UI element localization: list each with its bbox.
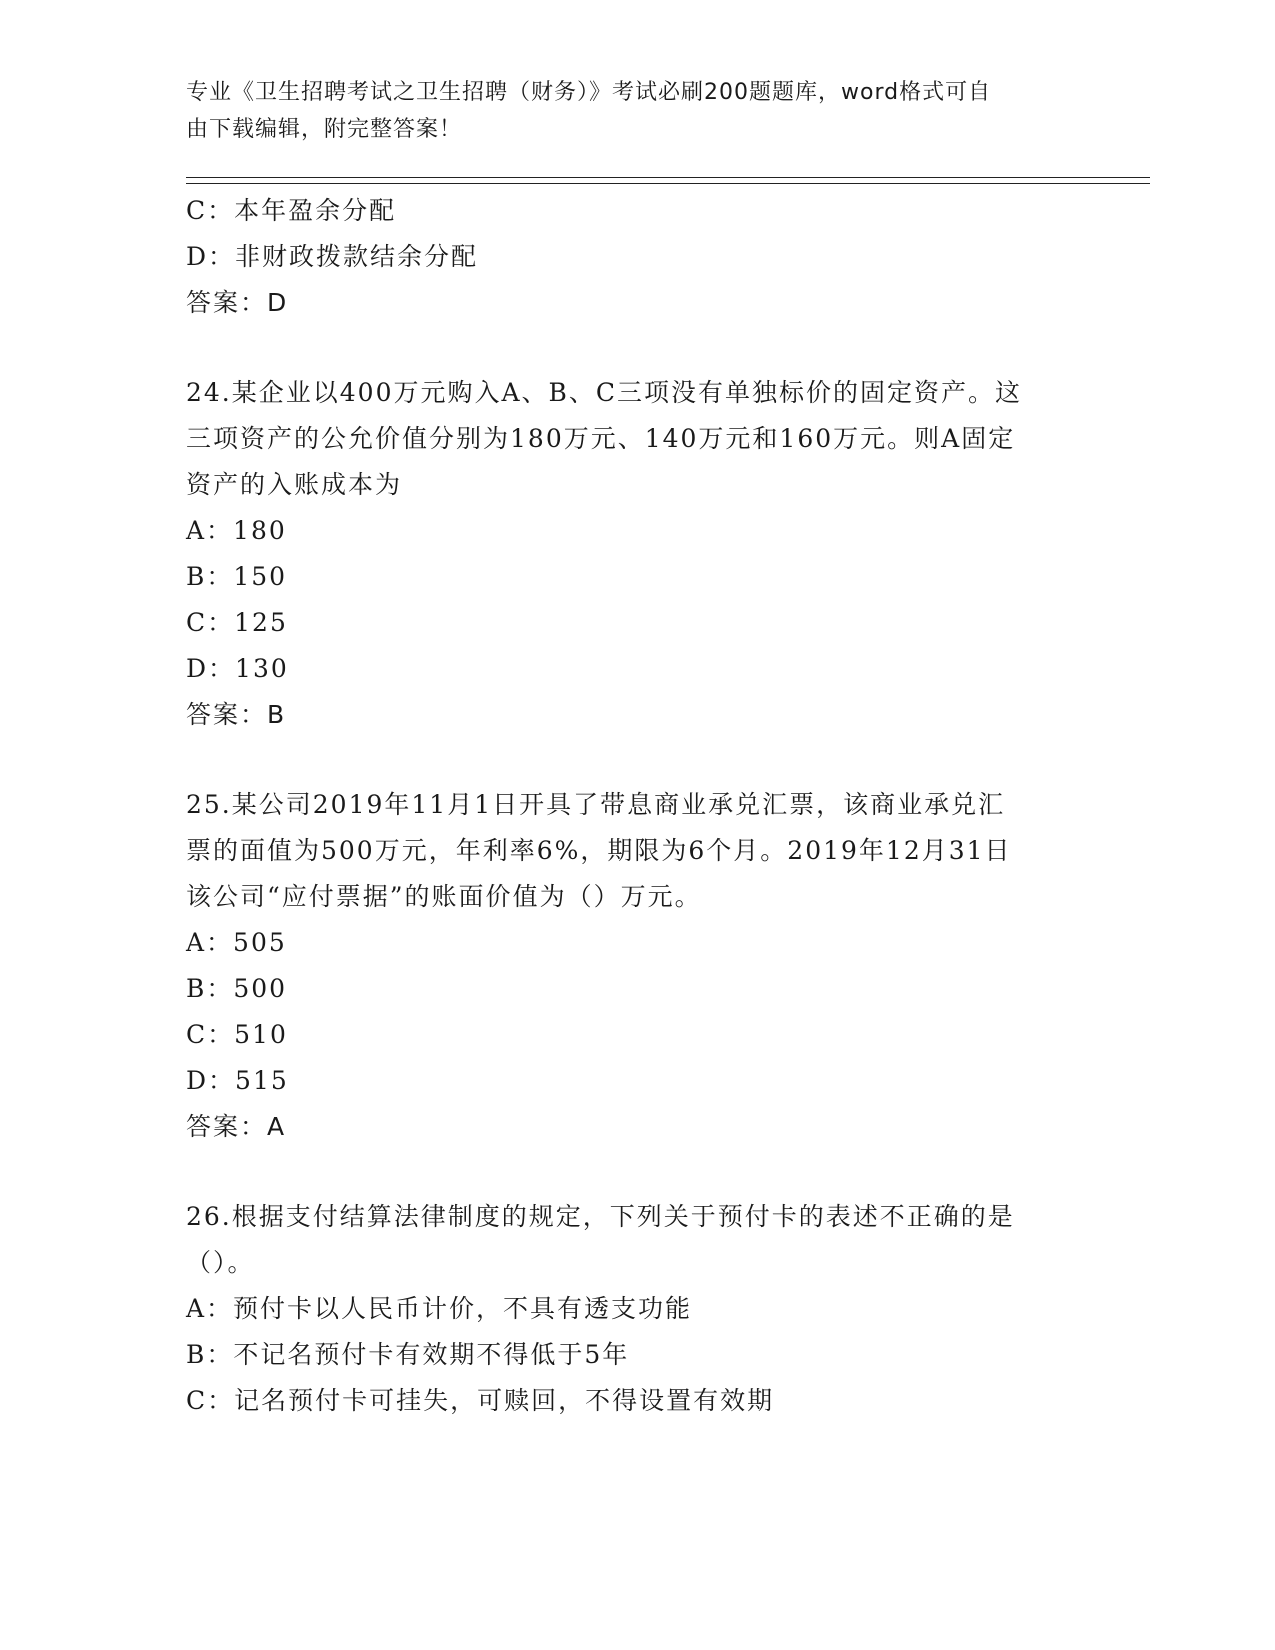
option-b: B：150 — [186, 562, 288, 591]
option-a: A：180 — [186, 516, 287, 545]
question-25 — [186, 782, 1086, 1150]
option-d: D：非财政拨款结余分配 — [186, 242, 479, 271]
question-text — [186, 782, 1086, 920]
option-c: C：本年盈余分配 — [186, 196, 397, 225]
header-divider-bottom — [186, 183, 1150, 184]
header-line-2: 由下载编辑，附完整答案！ — [186, 117, 463, 142]
option-b: B：不记名预付卡有效期不得低于5年 — [186, 1340, 630, 1369]
question-text-line: 24.某企业以400万元购入A、B、C三项没有单独标价的固定资产。这 — [186, 378, 1023, 407]
answer-line: 答案：B — [186, 700, 287, 729]
spacer — [186, 1150, 1086, 1194]
question-text-line: 票的面值为500万元，年利率6%，期限为6个月。2019年12月31日 — [186, 836, 1012, 865]
question-text-line: 三项资产的公允价值分别为180万元、140万元和160万元。则A固定 — [186, 424, 1016, 453]
question-text-line: 25.某公司2019年11月1日开具了带息商业承兑汇票，该商业承兑汇 — [186, 790, 1006, 819]
header-line-1: 专业《卫生招聘考试之卫生招聘（财务）》考试必刷200题题库，word格式可自 — [186, 80, 992, 105]
question-text — [186, 1194, 1086, 1286]
option-c: C：125 — [186, 608, 288, 637]
previous-question-tail — [186, 188, 1086, 326]
question-24 — [186, 370, 1086, 738]
option-c: C：510 — [186, 1020, 288, 1049]
answer-line: 答案：D — [186, 288, 289, 317]
question-text-line: 该公司“应付票据”的账面价值为（）万元。 — [186, 882, 702, 911]
header-divider-top — [186, 177, 1150, 178]
option-d: D：515 — [186, 1066, 289, 1095]
option-a: A：505 — [186, 928, 287, 957]
document-header — [186, 74, 1086, 148]
question-text-line: 26.根据支付结算法律制度的规定，下列关于预付卡的表述不正确的是 — [186, 1202, 1015, 1231]
document-body — [186, 188, 1086, 1424]
question-text — [186, 370, 1086, 508]
option-d: D：130 — [186, 654, 289, 683]
option-c: C：记名预付卡可挂失，可赎回，不得设置有效期 — [186, 1386, 775, 1415]
option-b: B：500 — [186, 974, 288, 1003]
option-a: A：预付卡以人民币计价，不具有透支功能 — [186, 1294, 693, 1323]
question-text-line: 资产的入账成本为 — [186, 470, 403, 499]
question-26 — [186, 1194, 1086, 1424]
spacer — [186, 738, 1086, 782]
spacer — [186, 326, 1086, 370]
question-text-line: （）。 — [186, 1248, 255, 1277]
answer-line: 答案：A — [186, 1112, 287, 1141]
